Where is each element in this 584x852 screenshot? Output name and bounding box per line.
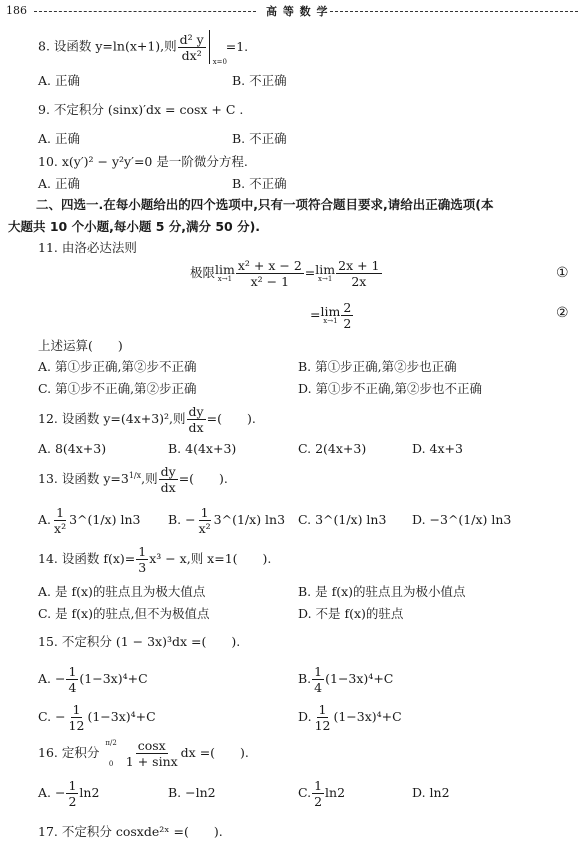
question-8	[38, 30, 248, 64]
q14-option-a[interactable]: A. 是 f(x)的驻点且为极大值点	[38, 584, 206, 599]
q11-option-c[interactable]: C. 第①步不正确,第②步正确	[38, 381, 197, 396]
question-12: 12. 设函数 y=(4x+3)²,则 $\frac{dy}{dx}$ =( ).	[38, 404, 256, 435]
q12-option-d[interactable]: D. 4x+3	[412, 441, 463, 456]
q11-limit-1: lim x→1	[215, 261, 235, 284]
q11-option-b[interactable]: B. 第①步正确,第②步也正确	[298, 359, 457, 374]
q11-option-d[interactable]: D. 第①步不正确,第②步也不正确	[298, 381, 482, 396]
question-10: 10. x(y′)² − y²y′=0 是一阶微分方程.	[38, 154, 248, 169]
q8-eval-bar: x=0	[209, 30, 210, 64]
q12-option-a[interactable]: A. 8(4x+3)	[38, 441, 107, 456]
q14-option-c[interactable]: C. 是 f(x)的驻点,但不为极值点	[38, 606, 210, 621]
q11-limit-3: lim x→1	[320, 303, 341, 326]
page-number: 186	[6, 4, 27, 17]
header-rule-left	[34, 11, 256, 12]
q10-option-a[interactable]: A. 正确	[38, 176, 80, 191]
q15-option-b[interactable]: B. $\frac{1}{4}$ (1−3x)⁴+C	[298, 664, 394, 695]
q9-option-b[interactable]: B. 不正确	[232, 131, 287, 146]
q16-integrand: $\frac{\cos x}{1 + \sin x}$	[125, 738, 178, 769]
q14-option-b[interactable]: B. 是 f(x)的驻点且为极小值点	[298, 584, 466, 599]
q16-option-c[interactable]: C. $\frac{1}{2}$ ln2	[298, 778, 346, 809]
q11-fraction-1: $\frac{\text{x² + x − 2}}{\text{x² − 1}}$	[237, 258, 302, 289]
q13-option-a[interactable]: A. $\frac{1}{\text{x²}}$ 3^(1/x) ln3	[38, 505, 141, 536]
q13-derivative: $\frac{dy}{dx}$	[160, 464, 176, 495]
header-rule-right	[330, 11, 578, 12]
q11-fraction-3: $\frac{2}{2}$	[343, 300, 352, 331]
q14-option-d[interactable]: D. 不是 f(x)的驻点	[298, 606, 404, 621]
q14-fraction: $\frac{1}{3}$	[138, 544, 147, 575]
q13-option-d[interactable]: D. −3^(1/x) ln3	[412, 512, 512, 527]
q8-option-a[interactable]: A. 正确	[38, 73, 80, 88]
question-13: 13. 设函数 $y=3^{1/x}$,则 $\frac{dy}{dx}$ =( ).	[38, 464, 228, 495]
question-11: 11. 由洛必达法则	[38, 240, 137, 255]
q8-option-b[interactable]: B. 不正确	[232, 73, 287, 88]
q8-stem-b: =1.	[225, 38, 249, 54]
q15-option-c[interactable]: C. − $\frac{1}{12}$ (1−3x)⁴+C	[38, 702, 156, 733]
q11-step-marker-1: ①	[556, 265, 569, 281]
section-2-line-2: 大题共 10 个小题,每小题 5 分,满分 50 分).	[8, 219, 261, 234]
q11-prompt: 上述运算( )	[38, 338, 123, 353]
section-2-line-1: 二、四选一.在每小题给出的四个选项中,只有一项符合题目要求,请给出正确选项(本	[36, 197, 494, 212]
q8-stem-a: 8. 设函数 y=ln(x+1),则	[38, 38, 177, 54]
page-header-title: 高 等 数 学	[266, 5, 329, 18]
q11-fraction-2: $\frac{2x + 1}{2x}$	[338, 258, 380, 289]
question-9: 9. 不定积分 (sinx)′dx = cosx + C .	[38, 102, 244, 117]
q16-option-a[interactable]: A. − $\frac{1}{2}$ ln2	[38, 778, 100, 809]
q12-option-c[interactable]: C. 2(4x+3)	[298, 441, 367, 456]
q11-step-1: 极限 lim x→1 $\frac{\text{x² + x − 2}}{\text{x² − 1}}$ = lim x→1 $\frac{2x + 1}{2x}$	[190, 258, 380, 289]
q8-derivative: $\frac{\text{d² y}}{\text{dx²}}$	[179, 31, 204, 63]
q16-option-d[interactable]: D. ln2	[412, 785, 450, 800]
question-16: 16. 定积分 π/2 0 $\frac{\cos x}{1 + \sin x}$ dx =( ).	[38, 738, 249, 769]
q12-derivative: $\frac{dy}{dx}$	[188, 404, 204, 435]
q16-option-b[interactable]: B. −ln2	[168, 785, 216, 800]
q13-option-c[interactable]: C. 3^(1/x) ln3	[298, 512, 387, 527]
q12-option-b[interactable]: B. 4(4x+3)	[168, 441, 237, 456]
q11-step-2: = lim x→1 $\frac{2}{2}$	[310, 300, 352, 331]
q13-option-b[interactable]: B. − $\frac{1}{\text{x²}}$ 3^(1/x) ln3	[168, 505, 286, 536]
q9-option-a[interactable]: A. 正确	[38, 131, 80, 146]
q10-option-b[interactable]: B. 不正确	[232, 176, 287, 191]
q11-step-marker-2: ②	[556, 305, 569, 321]
q11-limit-2: lim x→1	[315, 261, 336, 284]
question-14: 14. 设函数 f(x)= $\frac{1}{3}$ x³ − x,则 x=1( ).	[38, 544, 272, 575]
q15-option-d[interactable]: D. $\frac{1}{12}$ (1−3x)⁴+C	[298, 702, 402, 733]
q11-option-a[interactable]: A. 第①步正确,第②步不正确	[38, 359, 197, 374]
q16-integral-limits: π/2 0	[105, 738, 117, 768]
question-15: 15. 不定积分 (1 − 3x)³dx =( ).	[38, 634, 241, 649]
q15-option-a[interactable]: A. − $\frac{1}{4}$ (1−3x)⁴+C	[38, 664, 148, 695]
question-17: 17. 不定积分 cosxde²ˣ =( ).	[38, 824, 223, 839]
